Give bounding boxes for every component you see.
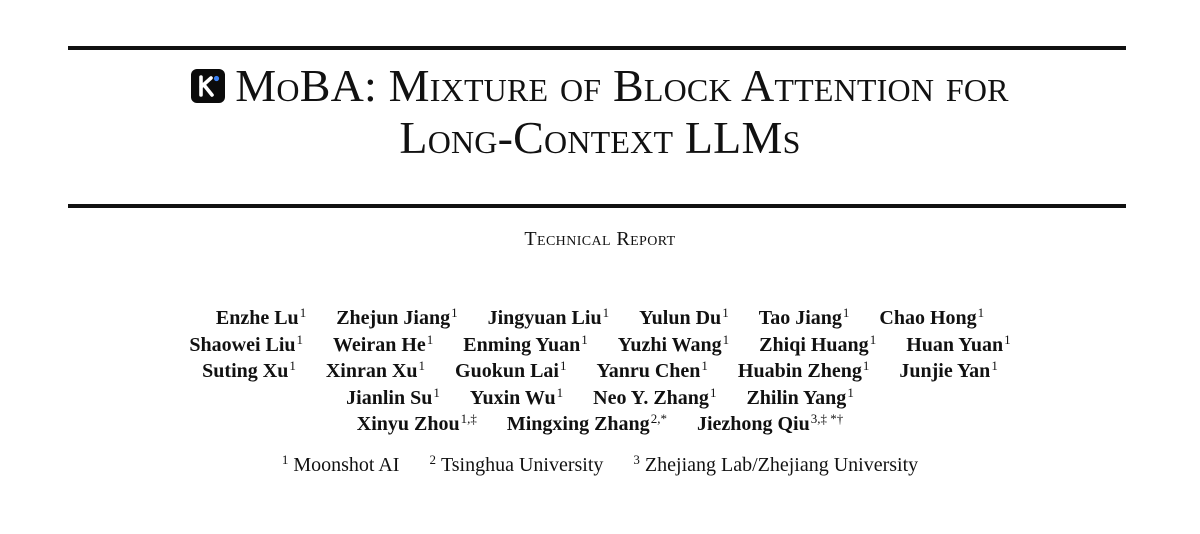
title-line-2: Long-Context LLMs (399, 112, 801, 163)
author: Chao Hong$^1$ (879, 305, 985, 329)
author-row (0, 358, 1200, 385)
author-list (0, 305, 1200, 438)
author-row (0, 385, 1200, 412)
author: Mingxing Zhang$^{2,*}$ (506, 411, 667, 435)
author: Yuxin Wu$^1$ (469, 384, 564, 409)
affiliation: $^2$ Tsinghua University (429, 452, 604, 476)
author: Jianlin Su$^1$ (346, 384, 440, 409)
author: Xinran Xu$^1$ (325, 358, 426, 382)
author: Zhiqi Huang$^1$ (759, 331, 877, 356)
author: Guokun Lai$^1$ (455, 358, 567, 382)
author: Jingyuan Liu$^1$ (487, 305, 610, 329)
author: Huabin Zheng$^1$ (737, 358, 870, 382)
affiliation: $^1$ Moonshot AI (281, 452, 400, 476)
author-row (0, 411, 1200, 438)
subtitle: Technical Report (524, 228, 676, 250)
kimi-logo-icon (191, 69, 225, 103)
author: Shaowei Liu$^1$ (189, 331, 304, 356)
author: Jiezhong Qiu$^{3,\ddagger *\dagger}$ (696, 411, 844, 435)
author: Zhejun Jiang$^1$ (336, 305, 458, 329)
paper-title (0, 60, 1200, 164)
author: Suting Xu$^1$ (202, 358, 296, 382)
affiliations (0, 454, 1200, 477)
author: Enming Yuan$^1$ (463, 331, 588, 356)
author: Yanru Chen$^1$ (596, 358, 708, 382)
author: Enzhe Lu$^1$ (215, 305, 307, 329)
author: Huan Yuan$^1$ (906, 331, 1011, 356)
author: Weiran He$^1$ (333, 331, 434, 356)
author: Yuzhi Wang$^1$ (617, 331, 730, 356)
author: Neo Y. Zhang$^1$ (593, 384, 717, 409)
author-row (0, 332, 1200, 359)
bottom-rule (68, 204, 1126, 208)
author: Yulun Du$^1$ (639, 305, 729, 329)
author: Zhilin Yang$^1$ (746, 384, 854, 409)
top-rule (68, 46, 1126, 50)
title-text-1: MoBA: Mixture of Block Attention for (235, 60, 1009, 111)
author-row (0, 305, 1200, 332)
affiliation: $^3$ Zhejiang Lab/Zhejiang University (633, 452, 919, 476)
author: Xinyu Zhou$^{1,\ddagger}$ (356, 411, 477, 435)
author: Tao Jiang$^1$ (758, 305, 850, 329)
author: Junjie Yan$^1$ (899, 358, 998, 382)
title-line-1 (0, 60, 1200, 112)
